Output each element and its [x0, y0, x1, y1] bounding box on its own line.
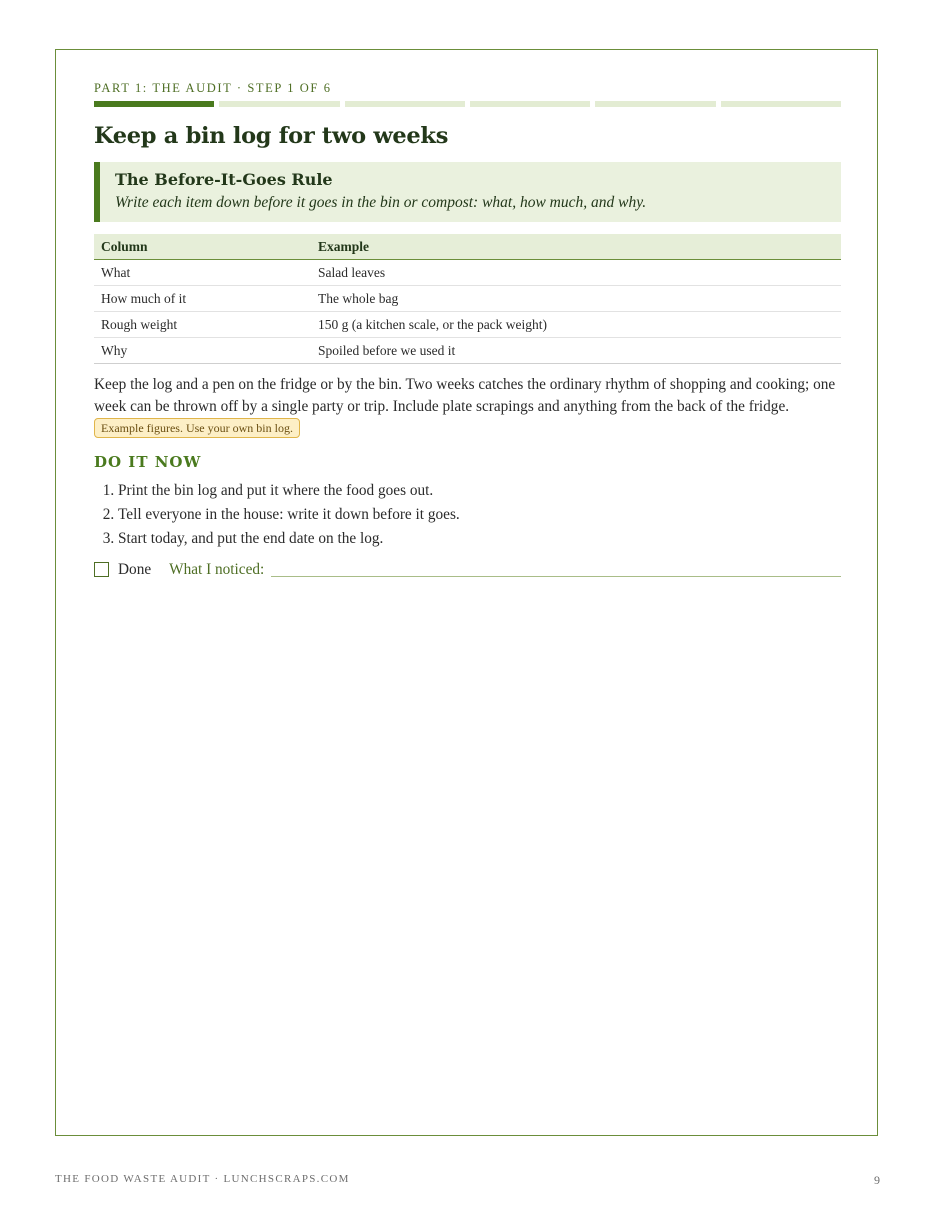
table-cell-example: Salad leaves — [311, 260, 841, 286]
body-text: Keep the log and a pen on the fridge or by the bin. Two weeks catches the ordinary rhythm of shopping and cooking; one week can be thrown off by a single party or trip. Include plate scrapings and anything from the back of the fridge. — [94, 376, 836, 415]
page-frame — [55, 49, 878, 1136]
progress-segment — [219, 101, 339, 107]
progress-segment — [595, 101, 715, 107]
table-row — [94, 260, 841, 286]
table-header-column: Column — [94, 234, 311, 260]
progress-segment — [470, 101, 590, 107]
table-cell-column: Why — [94, 338, 311, 364]
table-header-row — [94, 234, 841, 260]
table-header-example: Example — [311, 234, 841, 260]
page-title: Keep a bin log for two weeks — [94, 123, 449, 149]
table-row — [94, 286, 841, 312]
table-row — [94, 338, 841, 364]
progress-segment — [94, 101, 214, 107]
list-item: 2. Tell everyone in the house: write it down before it goes. — [118, 503, 841, 527]
rule-title: The Before-It-Goes Rule — [115, 170, 333, 189]
page-content — [94, 80, 841, 580]
list-item: 3. Start today, and put the end date on the log. — [118, 527, 841, 551]
body-paragraph — [94, 374, 841, 439]
table-cell-example: The whole bag — [311, 286, 841, 312]
done-row — [94, 560, 841, 580]
step-eyebrow: PART 1: THE AUDIT · STEP 1 OF 6 — [94, 81, 332, 95]
list-item: 1. Print the bin log and put it where the food goes out. — [118, 479, 841, 503]
footer-title: THE FOOD WASTE AUDIT · LUNCHSCRAPS.COM — [55, 1173, 350, 1185]
noticed-label: What I noticed: — [169, 560, 265, 578]
rule-text: Write each item down before it goes in the bin or compost: what, how much, and why. — [115, 194, 647, 211]
rule-callout — [94, 162, 841, 222]
do-it-now-steps — [94, 479, 841, 551]
table-cell-column: What — [94, 260, 311, 286]
progress-segment — [345, 101, 465, 107]
table-cell-column: Rough weight — [94, 312, 311, 338]
example-figures-note: Example figures. Use your own bin log. — [94, 418, 300, 438]
step-progress-bar — [94, 101, 841, 107]
noticed-field[interactable] — [271, 562, 841, 577]
table-cell-column: How much of it — [94, 286, 311, 312]
page-number: 9 — [874, 1173, 880, 1187]
table-cell-example: Spoiled before we used it — [311, 338, 841, 364]
done-checkbox[interactable] — [94, 562, 109, 577]
do-it-now-heading: DO IT NOW — [94, 452, 202, 471]
done-label: Done — [118, 560, 152, 578]
table-cell-example: 150 g (a kitchen scale, or the pack weight) — [311, 312, 841, 338]
bin-log-columns-table — [94, 234, 841, 364]
progress-segment — [721, 101, 841, 107]
table-row — [94, 312, 841, 338]
